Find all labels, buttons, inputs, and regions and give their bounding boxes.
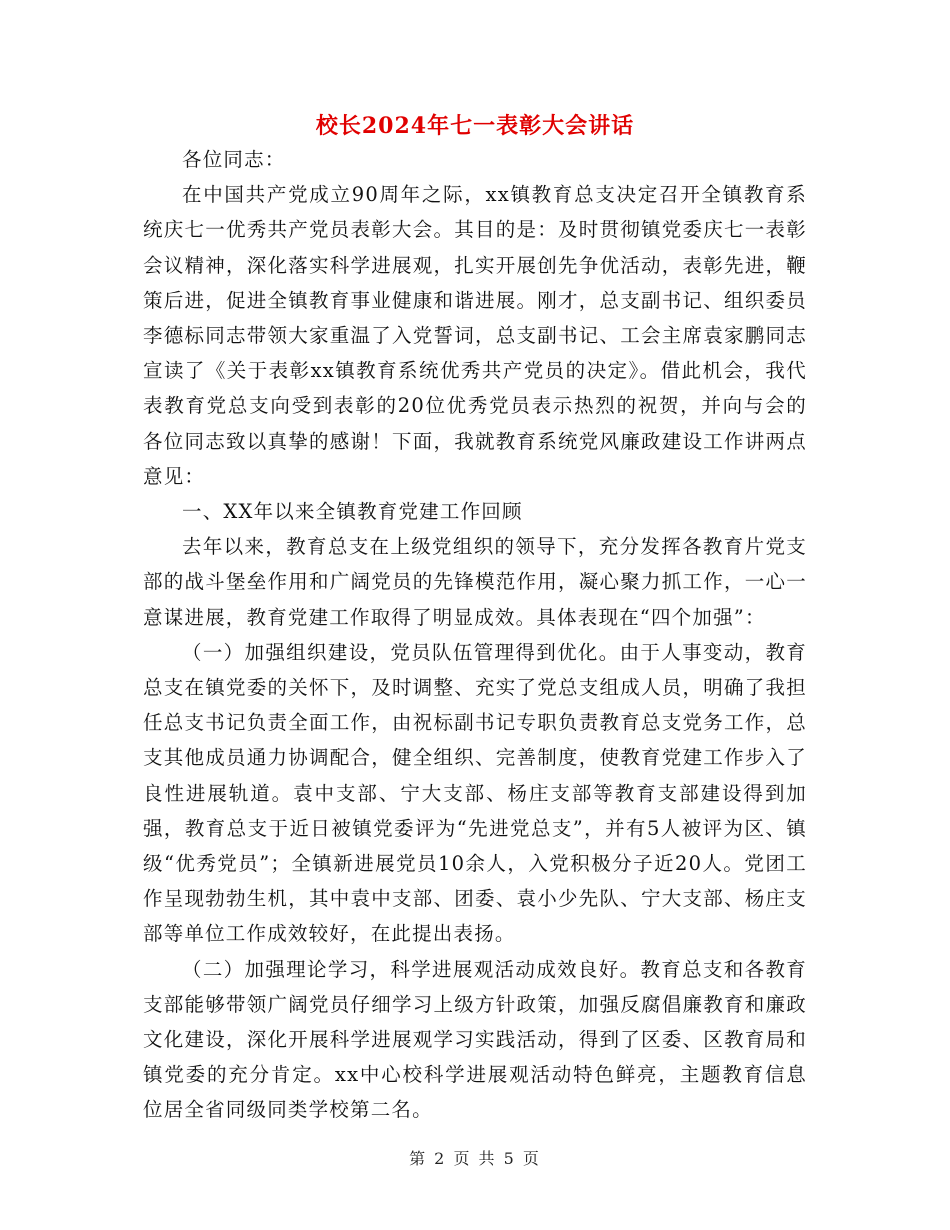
document-body [143,142,807,1128]
review-paragraph: 去年以来，教育总支在上级党组织的领导下，充分发挥各教育片党支部的战斗堡垒作用和广阔党员的先锋模范作用，凝心聚力抓工作，一心一意谋进展，教育党建工作取得了明显成效。具体表现在“四个加强”： [143,535,807,629]
document-title: 校长2024年七一表彰大会讲话 [315,113,635,139]
organization-paragraph: （一）加强组织建设，党员队伍管理得到优化。由于人事变动，教育总支在镇党委的关怀下，及时调整、充实了党总支组成人员，明确了我担任总支书记负责全面工作，由祝标副书记专职负责教育总支党务工作，总支其他成员通力协调配合，健全组织、完善制度，使教育党建工作步入了良性进展轨道。袁中支部、宁大支部、杨庄支部等教育支部建设得到加强，教育总支于近日被镇党委评为“先进党总支”，并有5人被评为区、镇级“优秀党员”；全镇新进展党员10余人，入党积极分子近20人。党团工作呈现勃勃生机，其中袁中支部、团委、袁小少先队、宁大支部、杨庄支部等单位工作成效较好，在此提出表扬。 [143,640,807,946]
theory-paragraph: （二）加强理论学习，科学进展观活动成效良好。教育总支和各教育支部能够带领广阔党员仔细学习上级方针政策，加强反腐倡廉教育和廉政文化建设，深化开展科学进展观学习实践活动，得到了区委、区教育局和镇党委的充分肯定。xx中心校科学进展观活动特色鲜亮，主题教育信息位居全省同级同类学校第二名。 [143,957,807,1122]
salutation-paragraph: 各位同志： [182,148,286,171]
intro-paragraph: 在中国共产党成立90周年之际，xx镇教育总支决定召开全镇教育系统庆七一优秀共产党员表彰大会。其目的是：及时贯彻镇党委庆七一表彰会议精神，深化落实科学进展观，扎实开展创先争优活动，表彰先进，鞭策后进，促进全镇教育事业健康和谐进展。刚才，总支副书记、组织委员李德标同志带领大家重温了入党誓词，总支副书记、工会主席袁家鹏同志宣读了《关于表彰xx镇教育系统优秀共产党员的决定》。借此机会，我代表教育党总支向受到表彰的20位优秀党员表示热烈的祝贺，并向与会的各位同志致以真挚的感谢！下面，我就教育系统党风廉政建设工作讲两点意见： [143,183,807,488]
page-footer: 第 2 页 共 5 页 [409,1149,541,1168]
section-heading: 一、XX年以来全镇教育党建工作回顾 [182,500,523,524]
